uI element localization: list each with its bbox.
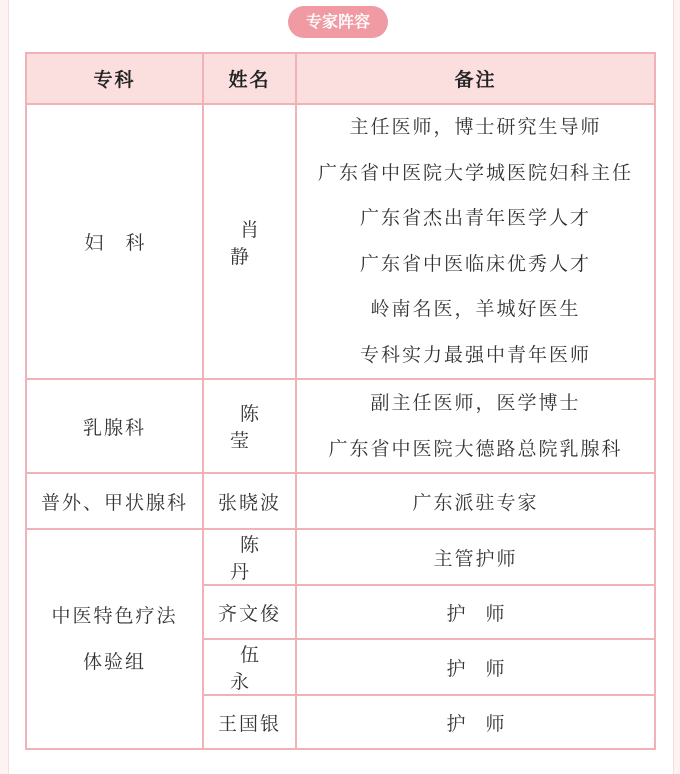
note-text: 护师	[446, 602, 525, 625]
name-text: 陈莹	[229, 403, 279, 452]
table-row	[26, 379, 655, 473]
dept-cell	[26, 529, 203, 749]
notes-cell	[296, 639, 655, 695]
dept-text: 妇科	[84, 232, 167, 254]
note-text: 护师	[446, 657, 525, 680]
header-notes: 备注	[296, 53, 655, 104]
table-row	[26, 473, 655, 529]
table-row	[26, 529, 655, 585]
notes-cell	[296, 695, 655, 749]
notes-cell	[296, 585, 655, 639]
name-cell: 张晓波	[203, 473, 296, 529]
name-text: 肖静	[229, 218, 279, 268]
note-line: 广东省中医院大学城医院妇科主任	[317, 161, 633, 184]
notes-cell: 广东派驻专家	[296, 473, 655, 529]
table-header-row	[26, 53, 655, 104]
header-name: 姓名	[203, 53, 296, 104]
name-cell: 王国银	[203, 695, 296, 749]
header-dept: 专科	[26, 53, 203, 104]
experts-table	[25, 52, 656, 750]
note-line: 广东省中医院大德路总院乳腺科	[328, 438, 623, 460]
dept-line: 中医特色疗法	[51, 605, 178, 627]
name-text: 伍永	[229, 644, 279, 693]
notes-cell	[296, 104, 655, 379]
notes-cell: 主管护师	[296, 529, 655, 585]
name-cell: 齐文俊	[203, 585, 296, 639]
section-badge: 专家阵容	[288, 6, 388, 38]
note-line: 副主任医师，医学博士	[370, 392, 581, 414]
note-line: 岭南名医，羊城好医生	[370, 298, 581, 320]
dept-cell: 普外、甲状腺科	[26, 473, 203, 529]
name-cell	[203, 104, 296, 379]
name-cell	[203, 529, 296, 585]
note-line: 专科实力最强中青年医师	[359, 343, 591, 366]
dept-cell	[26, 104, 203, 379]
name-cell	[203, 639, 296, 695]
note-line: 广东省杰出青年医学人才	[359, 207, 591, 229]
table-row	[26, 104, 655, 379]
name-text: 陈丹	[229, 534, 279, 583]
name-cell	[203, 379, 296, 473]
note-text: 护师	[446, 712, 525, 735]
notes-cell	[296, 379, 655, 473]
dept-line: 体验组	[82, 651, 146, 673]
dept-cell: 乳腺科	[26, 379, 203, 473]
note-line: 主任医师，博士研究生导师	[349, 116, 602, 138]
note-line: 广东省中医临床优秀人才	[359, 252, 591, 275]
